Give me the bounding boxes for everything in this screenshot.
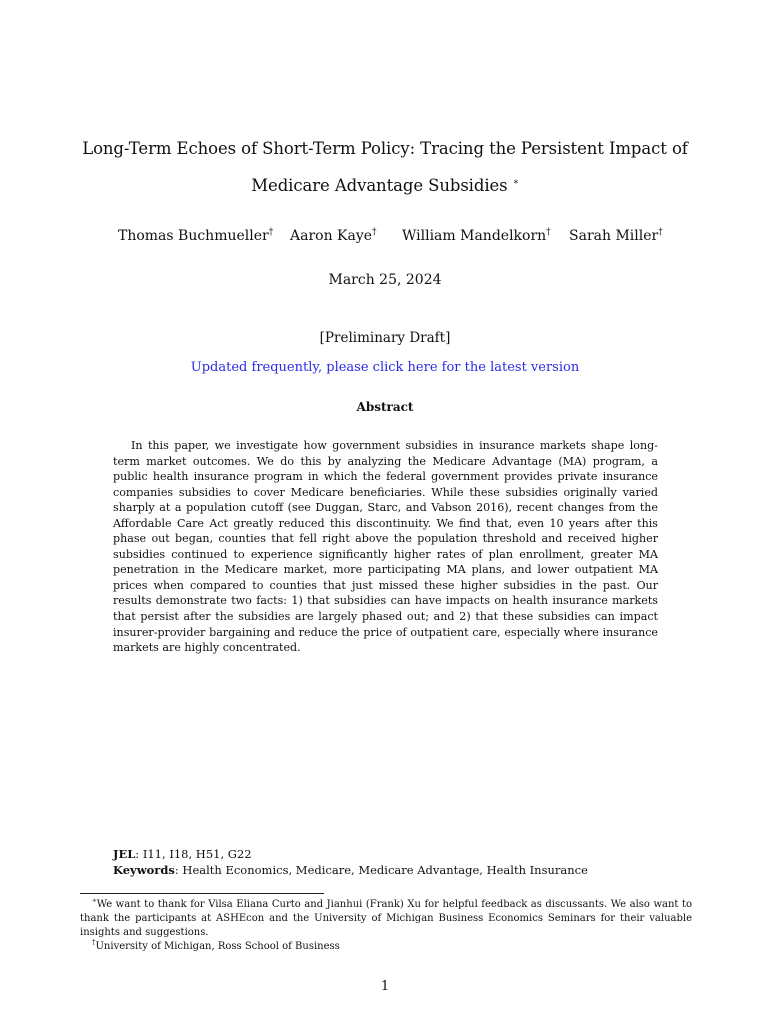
footnote-mark: † (92, 938, 96, 947)
author-name: William Mandelkorn (402, 228, 547, 244)
jel-label: JEL (113, 847, 136, 861)
author-list (0, 228, 770, 248)
author-name: Thomas Buchmueller (118, 228, 269, 244)
author-4 (569, 228, 663, 244)
author-affiliation-mark: † (372, 227, 377, 238)
jel-value: : I11, I18, H51, G22 (135, 847, 252, 861)
author-affiliation-mark: † (546, 227, 551, 238)
abstract-body: In this paper, we investigate how government subsidies in insurance markets shape long-term market outcomes. We do this by analyzing the Medicare Advantage (MA) program, a public health insurance program in which the federal government provides private insurance companies subsidies to cover Medicare beneficiaries. While these subsidies originally varied sharply at a population cutoff (see Duggan, Starc, and Vabson 2016), recent changes from the Affordable Care Act greatly reduced this discontinuity. We find that, even 10 years after this phase out began, counties that fell right above the population threshold and received higher subsidies continued to experience significantly higher rates of plan enrollment, greater MA penetration in the Medicare market, more participating MA plans, and lower outpatient MA prices when compared to counties that just missed these higher subsidies in the past. Our results demonstrate two facts: 1) that subsidies can have impacts on health insurance markets that persist after the subsidies are largely phased out; and 2) that these subsidies can impact insurer-provider bargaining and reduce the price of outpatient care, especially where insurance markets are highly concentrated. (113, 439, 658, 655)
keywords-label: Keywords (113, 863, 175, 877)
title-footnote-mark: ∗ (512, 177, 519, 188)
latest-version-link[interactable]: Updated frequently, please click here for the latest version (190, 360, 580, 375)
footnote-divider (80, 893, 324, 894)
jel-codes (113, 847, 252, 861)
author-name: Sarah Miller (569, 228, 659, 244)
paper-title-line-2-text: Medicare Advantage Subsidies (251, 176, 508, 195)
footnote-acknowledgements (80, 898, 692, 940)
author-3 (402, 228, 551, 244)
author-name: Aaron Kaye (290, 228, 373, 244)
abstract-heading: Abstract (356, 400, 414, 414)
author-1 (118, 228, 273, 244)
footnote-mark: ∗ (92, 896, 97, 905)
paper-title-line-1: Long-Term Echoes of Short-Term Policy: Tracing the Persistent Impact of (82, 139, 688, 158)
footnote-affiliation (80, 940, 692, 954)
keywords (113, 863, 588, 877)
author-affiliation-mark: † (268, 227, 274, 238)
footnote-text: We want to thank for Vilsa Eliana Curto and Jianhui (Frank) Xu for helpful feedback as discussants. We also want to thank the participants at ASHEcon and the University of Michigan Business Economics Seminars for their valuable insights and suggestions. (80, 899, 692, 938)
keywords-value: : Health Economics, Medicare, Medicare Advantage, Health Insurance (174, 863, 588, 877)
page-number: 1 (380, 979, 390, 994)
footnote-text: University of Michigan, Ross School of Business (95, 941, 340, 952)
author-2 (290, 228, 377, 244)
paper-title-line-2 (60, 176, 710, 195)
author-affiliation-mark: † (658, 227, 663, 238)
paper-date: March 25, 2024 (328, 272, 442, 288)
draft-label: [Preliminary Draft] (319, 330, 451, 346)
